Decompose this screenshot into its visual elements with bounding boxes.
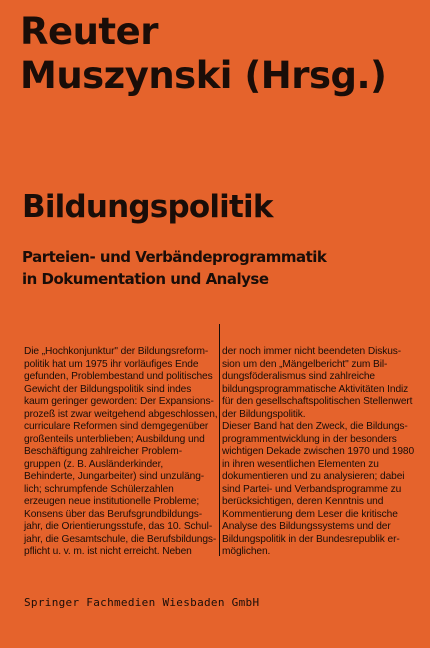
blurb-line: curriculare Reformen sind demgegenüber bbox=[24, 421, 209, 432]
blurb-line: bildungsprogrammatische Aktivitäten Indiz bbox=[222, 383, 409, 395]
blurb-line: Konsens über das Berufsgrundbildungs- bbox=[24, 508, 203, 520]
blurb-line: prozeß ist zwar weitgehend abgeschlossen, bbox=[24, 408, 218, 420]
blurb-column-left bbox=[24, 346, 218, 559]
blurb-line: lich; schrumpfende Schülerzahlen bbox=[24, 483, 174, 495]
blurb-line: gruppen (z. B. Ausländerkinder, bbox=[24, 458, 164, 470]
blurb-line: Kommentierung dem Leser die kritische bbox=[222, 508, 398, 520]
blurb-line: programmentwicklung in der besonders bbox=[222, 433, 397, 445]
subtitle-line-2: in Dokumentation und Analyse bbox=[22, 270, 269, 288]
blurb-line: Dieser Band hat den Zweck, die Bildungs- bbox=[222, 421, 408, 432]
blurb-column-right bbox=[222, 346, 415, 559]
blurb-line: in ihren wesentlichen Elementen zu bbox=[222, 458, 379, 470]
book-title: Bildungspolitik bbox=[22, 189, 273, 225]
publisher-name: Springer Fachmedien Wiesbaden GmbH bbox=[24, 596, 260, 609]
blurb-line: dungsföderalismus sind zahlreiche bbox=[222, 371, 375, 382]
blurb-line: Die „Hochkonjunktur" der Bildungsreform- bbox=[24, 346, 209, 357]
blurb-line: dokumentieren und zu analysieren; dabei bbox=[222, 471, 405, 482]
blurb-line: großenteils unterblieben; Ausbildung und bbox=[24, 433, 205, 445]
blurb-line: Analyse des Bildungssystems und der bbox=[222, 521, 391, 532]
blurb-line: sion um den „Mängelbericht" zum Bil- bbox=[222, 358, 388, 370]
blurb-line: jahr, die Orientierungsstufe, das 10. Schul- bbox=[24, 521, 213, 532]
blurb-line: Gewicht der Bildungspolitik sind indes bbox=[24, 383, 192, 395]
blurb-line: wichtigen Dekade zwischen 1970 und 1980 bbox=[222, 446, 415, 457]
blurb-line: gefunden, Problembestand und politisches bbox=[24, 371, 213, 382]
blurb-line: der noch immer nicht beendeten Diskus- bbox=[222, 346, 402, 357]
book-subtitle bbox=[22, 246, 326, 290]
blurb-line: politik hat um 1975 ihr vorläufiges Ende bbox=[24, 358, 199, 370]
author-line-1: Reuter bbox=[20, 10, 158, 53]
column-divider bbox=[219, 324, 220, 556]
author-line-2: Muszynski (Hrsg.) bbox=[20, 54, 387, 97]
blurb-line: kaum geringer geworden: Der Expansions- bbox=[24, 396, 214, 407]
blurb-line: berücksichtigen, deren Kenntnis und bbox=[222, 496, 384, 507]
blurb-line: Bildungspolitik in der Bundesrepublik er- bbox=[222, 533, 400, 545]
blurb-line: pflicht u. v. m. ist nicht erreicht. Neben bbox=[24, 546, 192, 557]
blurb-line: der Bildungspolitik. bbox=[222, 408, 306, 420]
blurb-line: möglichen. bbox=[222, 546, 271, 557]
blurb-line: Beschäftigung zahlreicher Problem- bbox=[24, 446, 182, 457]
blurb-line: erzeugen neue institutionelle Probleme; bbox=[24, 496, 200, 507]
subtitle-line-1: Parteien- und Verbändeprogrammatik bbox=[22, 248, 327, 266]
blurb-line: jahr, die Gesamtschule, die Berufsbildungs- bbox=[24, 533, 217, 545]
blurb-line: für den gesellschaftspolitischen Stellenwert bbox=[222, 396, 413, 407]
blurb-line: Behinderte, Jungarbeiter) sind unzuläng- bbox=[24, 471, 205, 482]
author-names bbox=[20, 10, 386, 98]
blurb-line: sind Partei- und Verbandsprogramme zu bbox=[222, 483, 402, 495]
